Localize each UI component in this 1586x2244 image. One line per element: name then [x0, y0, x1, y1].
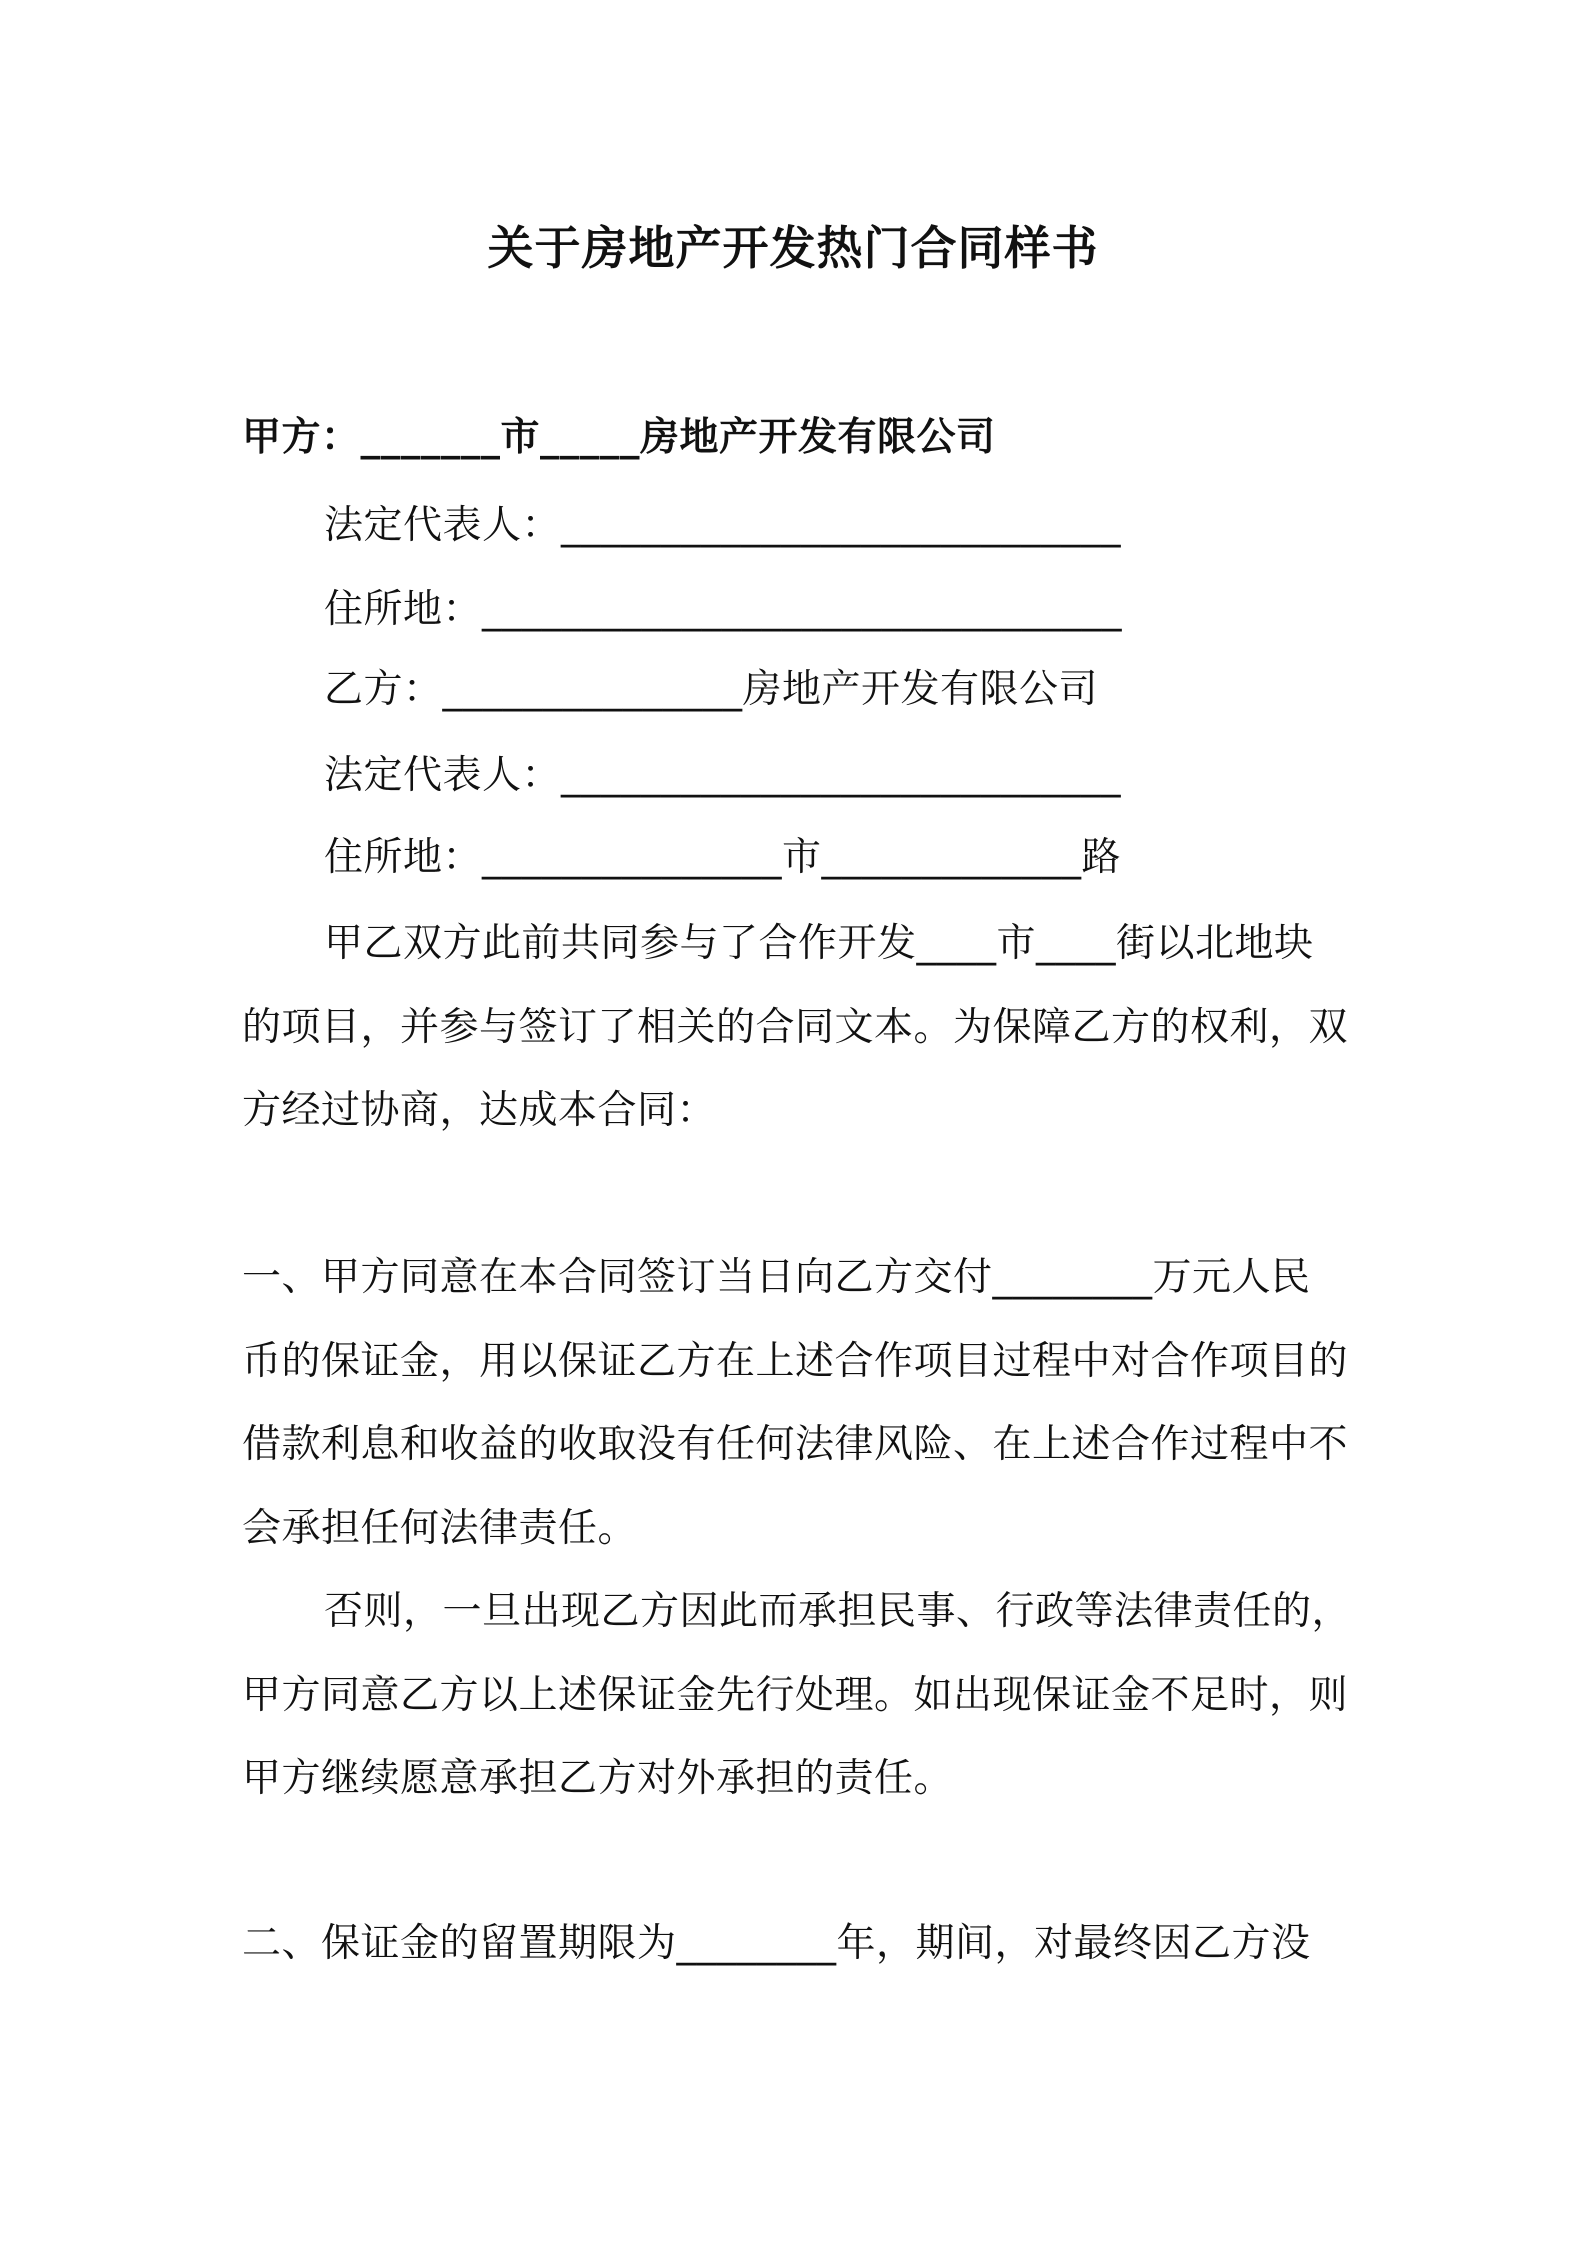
- party-b-line: 乙方：_______________房地产开发有限公司: [324, 667, 1099, 712]
- preamble-paragraph: [242, 902, 1358, 1153]
- party-a-line: 甲方：_______市_____房地产开发有限公司: [242, 415, 996, 460]
- party-a-address: 住所地：________________________________: [324, 587, 1123, 632]
- clause-1-row: 币的保证金，用以保证乙方在上述合作项目过程中对合作项目的: [242, 1338, 1349, 1384]
- party-a-legal-representative: 法定代表人：____________________________: [324, 503, 1122, 548]
- party-b-address: 住所地：_______________市_____________路: [324, 835, 1122, 880]
- clause-1-continuation-row: 甲方继续愿意承担乙方对外承担的责任。: [242, 1756, 954, 1801]
- clause-1-row: 一、甲方同意在本合同签订当日向乙方交付________万元人民: [242, 1255, 1311, 1300]
- clause-1-paragraph: [242, 1236, 1358, 1570]
- clause-1-continuation-row: 否则，一旦出现乙方因此而承担民事、行政等法律责任的，: [324, 1589, 1352, 1634]
- clause-2-paragraph: [242, 1902, 1358, 1986]
- document-title: 关于房地产开发热门合同样书: [487, 221, 1099, 275]
- clause-1-continuation-row: 甲方同意乙方以上述保证金先行处理。如出现保证金不足时，则: [242, 1672, 1349, 1718]
- clause-1-row: 会承担任何法律责任。: [242, 1505, 638, 1551]
- preamble-row: 甲乙双方此前共同参与了合作开发____市____街以北地块: [324, 921, 1314, 966]
- clause-1-row: 借款利息和收益的收取没有任何法律风险、在上述合作过程中不: [242, 1422, 1349, 1467]
- preamble-row: 的项目，并参与签订了相关的合同文本。为保障乙方的权利，双: [242, 1004, 1349, 1050]
- preamble-row: 方经过协商，达成本合同：: [242, 1088, 717, 1133]
- clause-2-row: 二、保证金的留置期限为________年，期间，对最终因乙方没: [242, 1921, 1311, 1966]
- clause-1-continuation-paragraph: [242, 1570, 1358, 1821]
- party-b-legal-representative: 法定代表人：____________________________: [324, 753, 1122, 798]
